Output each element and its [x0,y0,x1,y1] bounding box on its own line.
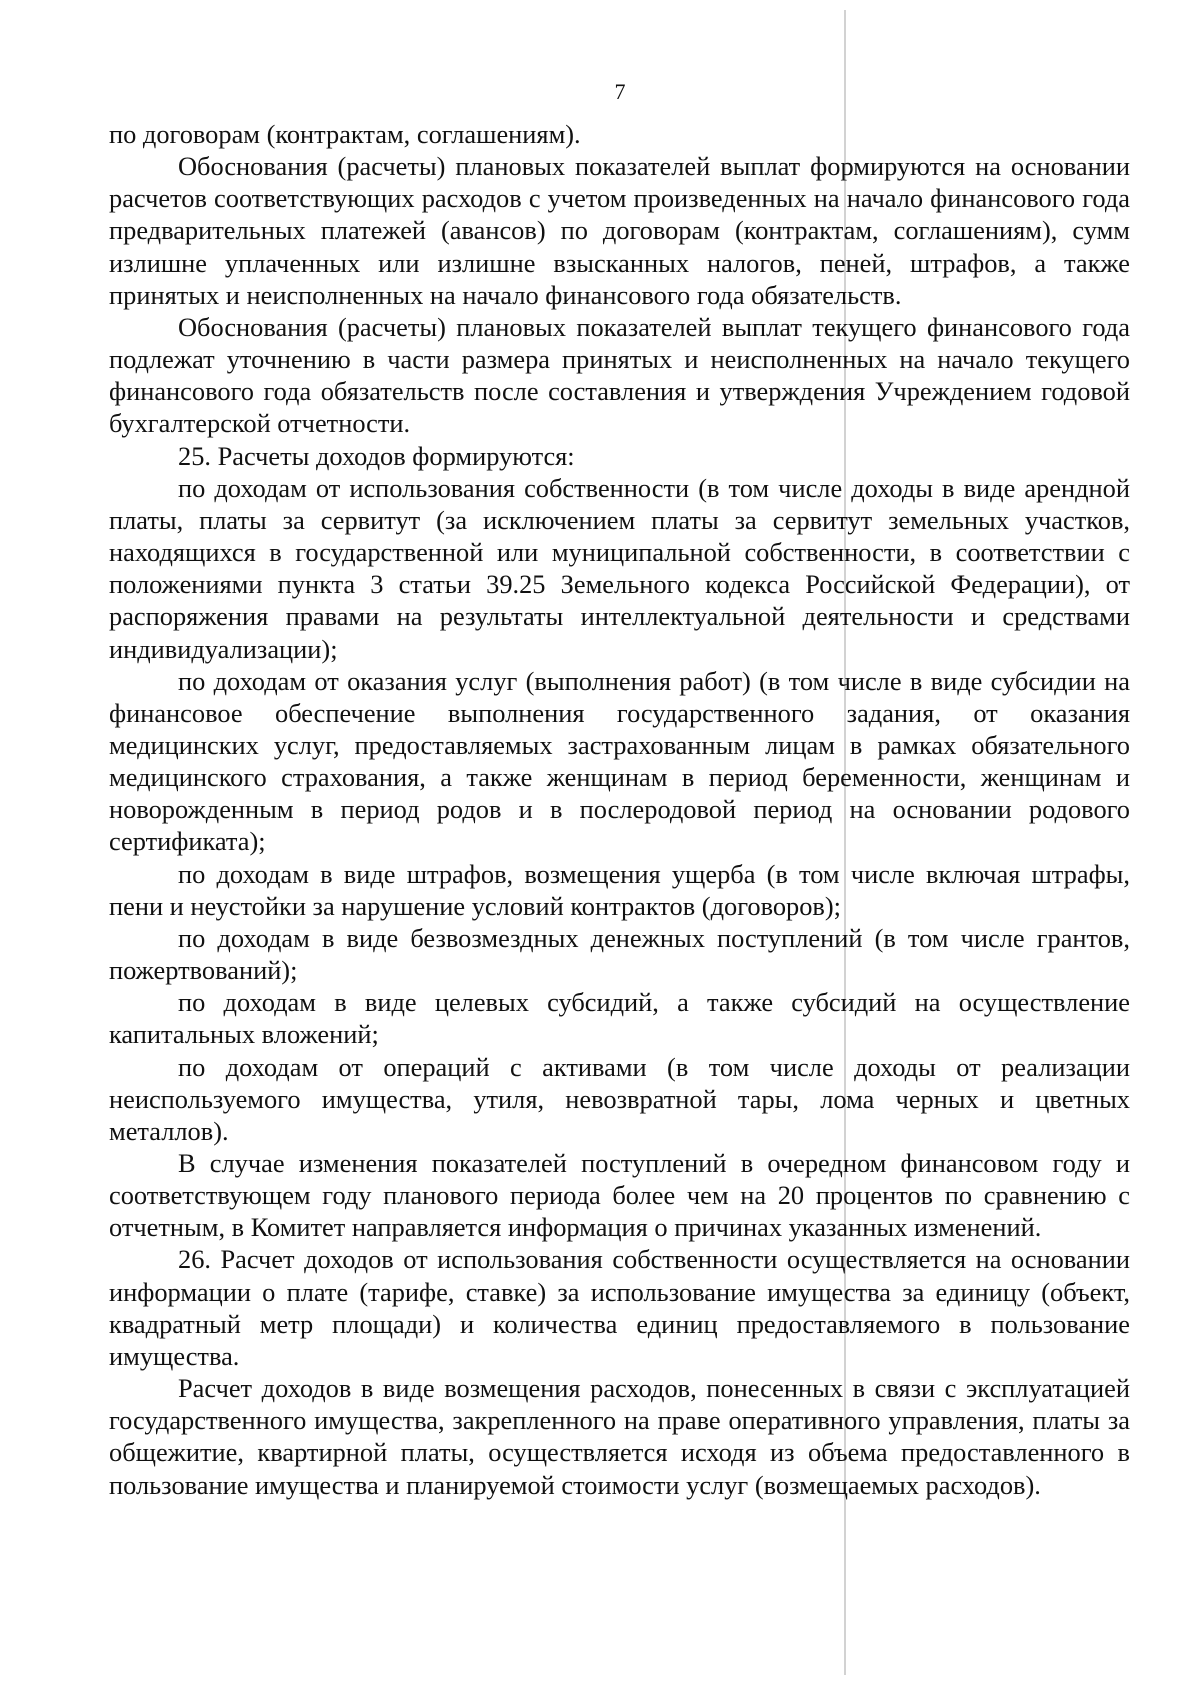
list-item-asset-operations: по доходам от операций с активами (в том числе доходы от реализации неиспользуемого имущества, утиля, невозвратной тары, лома черных и цветных металлов). [109,1051,1130,1146]
paragraph-payment-justification: Обоснования (расчеты) плановых показателей выплат формируются на основании расчетов соответствующих расходов с учетом произведенных на начало финансового года предварительных платежей (авансов) по договорам (контрактам, соглашениям), сумм излишне уплаченных или излишне взысканных налогов, пеней, штрафов, а также принятых и неисполненных на начало финансового года обязательств. [109,151,1130,310]
paragraph-item-25-heading: 25. Расчеты доходов формируются: [178,440,575,471]
list-item-donations-income: по доходам в виде безвозмездных денежных поступлений (в том числе грантов, пожертвований); [109,922,1130,986]
list-item-targeted-subsidies: по доходам в виде целевых субсидий, а также субсидий на осуществление капитальных вложений; [109,987,1130,1050]
list-item-property-income: по доходам от использования собственности (в том числе доходы в виде арендной платы, платы за сервитут (за исключением платы за сервитут земельных участков, находящихся в государственной или муниципальной собственности, в соответствии с положениями пункта 3 статьи 39.25 Земельного кодекса Российской Федерации), от распоряжения правами на результаты интеллектуальной деятельности и средствами индивидуализации); [109,472,1130,664]
paragraph-indicator-change: В случае изменения показателей поступлений в очередном финансовом году и соответствующем году планового периода более чем на 20 процентов по сравнению с отчетным, в Комитет направляется информация о причинах указанных изменений. [109,1148,1130,1243]
paragraph-expense-reimbursement: Расчет доходов в виде возмещения расходов, понесенных в связи с эксплуатацией государственного имущества, закрепленного на праве оперативного управления, платы за общежитие, квартирной платы, осуществляется исходя из объема предоставленного в пользование имущества и планируемой стоимости услуг (возмещаемых расходов). [109,1373,1130,1500]
list-item-fines-income: по доходам в виде штрафов, возмещения ущерба (в том числе включая штрафы, пени и неустойки за нарушение условий контрактов (договоров); [109,858,1130,921]
document-body [109,118,1130,1501]
paragraph-continuation: по договорам (контрактам, соглашениям). [109,119,581,149]
paragraph-item-26: 26. Расчет доходов от использования собственности осуществляется на основании информации о плате (тарифе, ставке) за использование имущества за единицу (объект, квадратный метр площади) и количества единиц предоставляемого в пользование имущества. [109,1244,1130,1371]
page-number: 7 [614,79,626,104]
paragraph-current-year-clarification: Обоснования (расчеты) плановых показателей выплат текущего финансового года подлежат уточнению в части размера принятых и неисполненных на начало текущего финансового года обязательств после составления и утверждения Учреждением годовой бухгалтерской отчетности. [109,311,1130,439]
list-item-services-income: по доходам от оказания услуг (выполнения работ) (в том числе в виде субсидии на финансовое обеспечение выполнения государственного задания, от оказания медицинских услуг, предоставляемых застрахованным лицам в рамках обязательного медицинского страхования, а также женщинам в период беременности, женщинам и новорожденным в период родов и в послеродовой период на основании родового сертификата); [109,665,1130,857]
